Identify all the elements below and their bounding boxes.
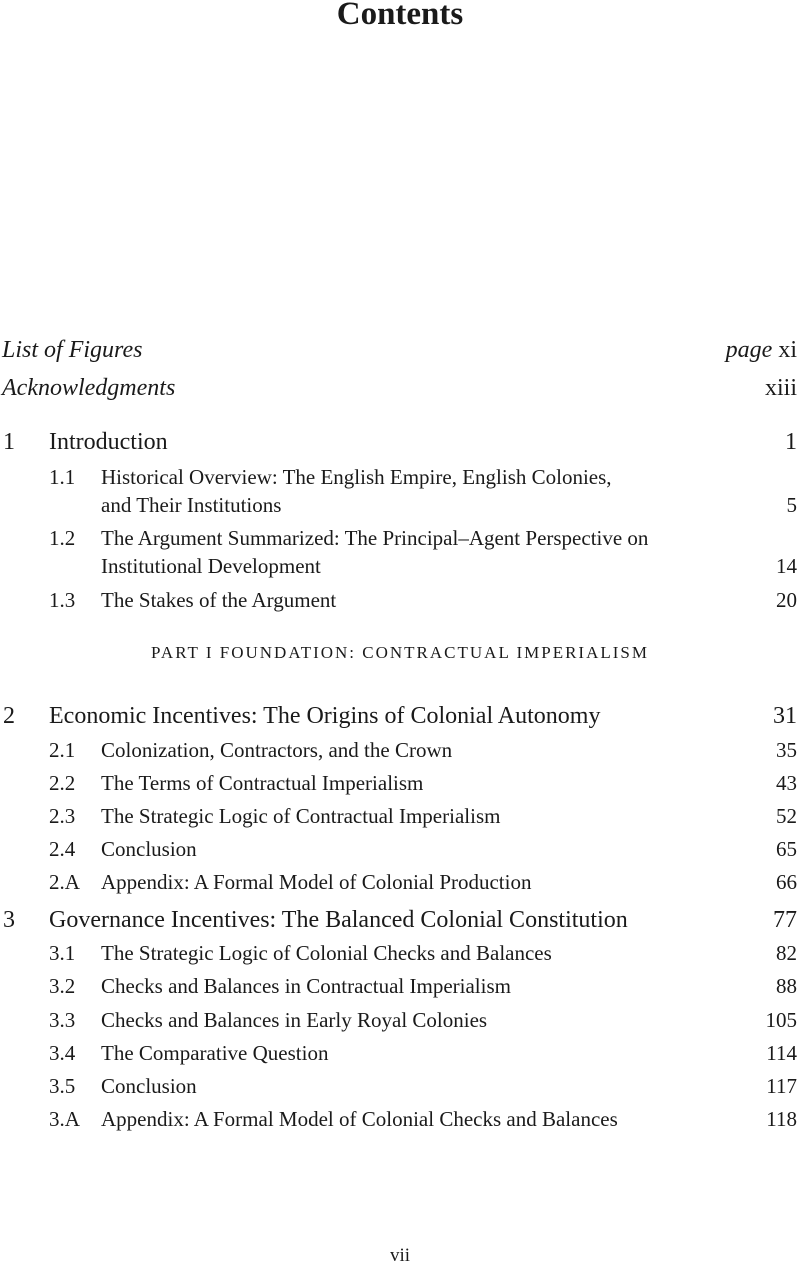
section-title: Colonization, Contractors, and the Crown [101,738,453,762]
page-number: 77 [773,907,797,933]
page-folio: vii [389,1245,411,1266]
section-title-line2: Institutional Development [101,554,321,578]
section-number: 3.5 [49,1074,76,1098]
page-number: xiii [764,375,797,401]
page-number: 1 [785,429,797,455]
page-number: 88 [776,974,797,998]
entry-page [726,336,797,364]
section-title: Checks and Balances in Contractual Imperialism [101,974,511,998]
section-number: 1.2 [49,526,76,550]
chapter-title: Introduction [49,429,168,455]
page-number: 65 [776,837,797,861]
section-title: Appendix: A Formal Model of Colonial Production [101,870,532,894]
section-number: 3.4 [49,1041,76,1065]
page-number: 20 [776,588,797,612]
chapter-title: Economic Incentives: The Origins of Colonial Autonomy [49,703,601,729]
page-number: 14 [776,554,797,578]
page-number: 31 [773,703,797,729]
part-heading: PART I FOUNDATION: CONTRACTUAL IMPERIALISM [151,643,649,662]
chapter-number: 1 [3,429,15,455]
section-title: Appendix: A Formal Model of Colonial Checks and Balances [101,1107,618,1131]
section-number: 1.3 [49,588,76,612]
section-number: 1.1 [49,465,76,489]
section-number: 2.1 [49,738,76,762]
entry-label: Acknowledgments [2,375,176,401]
section-title-line1: Historical Overview: The English Empire, English Colonies, [101,465,612,489]
page-number: xi [778,337,797,363]
section-title: The Strategic Logic of Contractual Imperialism [101,804,501,828]
page-number: 118 [766,1107,797,1131]
section-title: The Terms of Contractual Imperialism [101,771,424,795]
chapter-number: 2 [3,703,15,729]
page-prefix: page [725,337,773,363]
entry-label: List of Figures [2,337,143,363]
section-title-line1: The Argument Summarized: The Principal–Agent Perspective on [101,526,649,550]
chapter-number: 3 [3,907,15,933]
page-number: 5 [786,493,797,517]
page-number: 82 [776,941,797,965]
section-title: The Stakes of the Argument [101,588,337,612]
section-number: 3.3 [49,1008,76,1032]
section-title: Checks and Balances in Early Royal Colonies [101,1008,488,1032]
section-title: Conclusion [101,837,197,861]
page-number: 52 [776,804,797,828]
section-number: 2.3 [49,804,76,828]
page-number: 43 [776,771,797,795]
section-title: The Strategic Logic of Colonial Checks and Balances [101,941,552,965]
section-number: 2.A [49,870,80,894]
section-number: 3.1 [49,941,76,965]
page-number: 105 [765,1008,797,1032]
page-title: Contents [336,0,464,32]
page-number: 114 [766,1041,797,1065]
section-title: Conclusion [101,1074,197,1098]
section-number: 2.2 [49,771,76,795]
section-title-line2: and Their Institutions [101,493,282,517]
section-title: The Comparative Question [101,1041,329,1065]
page-number: 35 [776,738,797,762]
section-number: 3.A [49,1107,80,1131]
section-number: 3.2 [49,974,76,998]
page-number: 117 [766,1074,797,1098]
section-number: 2.4 [49,837,76,861]
page-number: 66 [776,870,797,894]
chapter-title: Governance Incentives: The Balanced Colonial Constitution [49,907,628,933]
